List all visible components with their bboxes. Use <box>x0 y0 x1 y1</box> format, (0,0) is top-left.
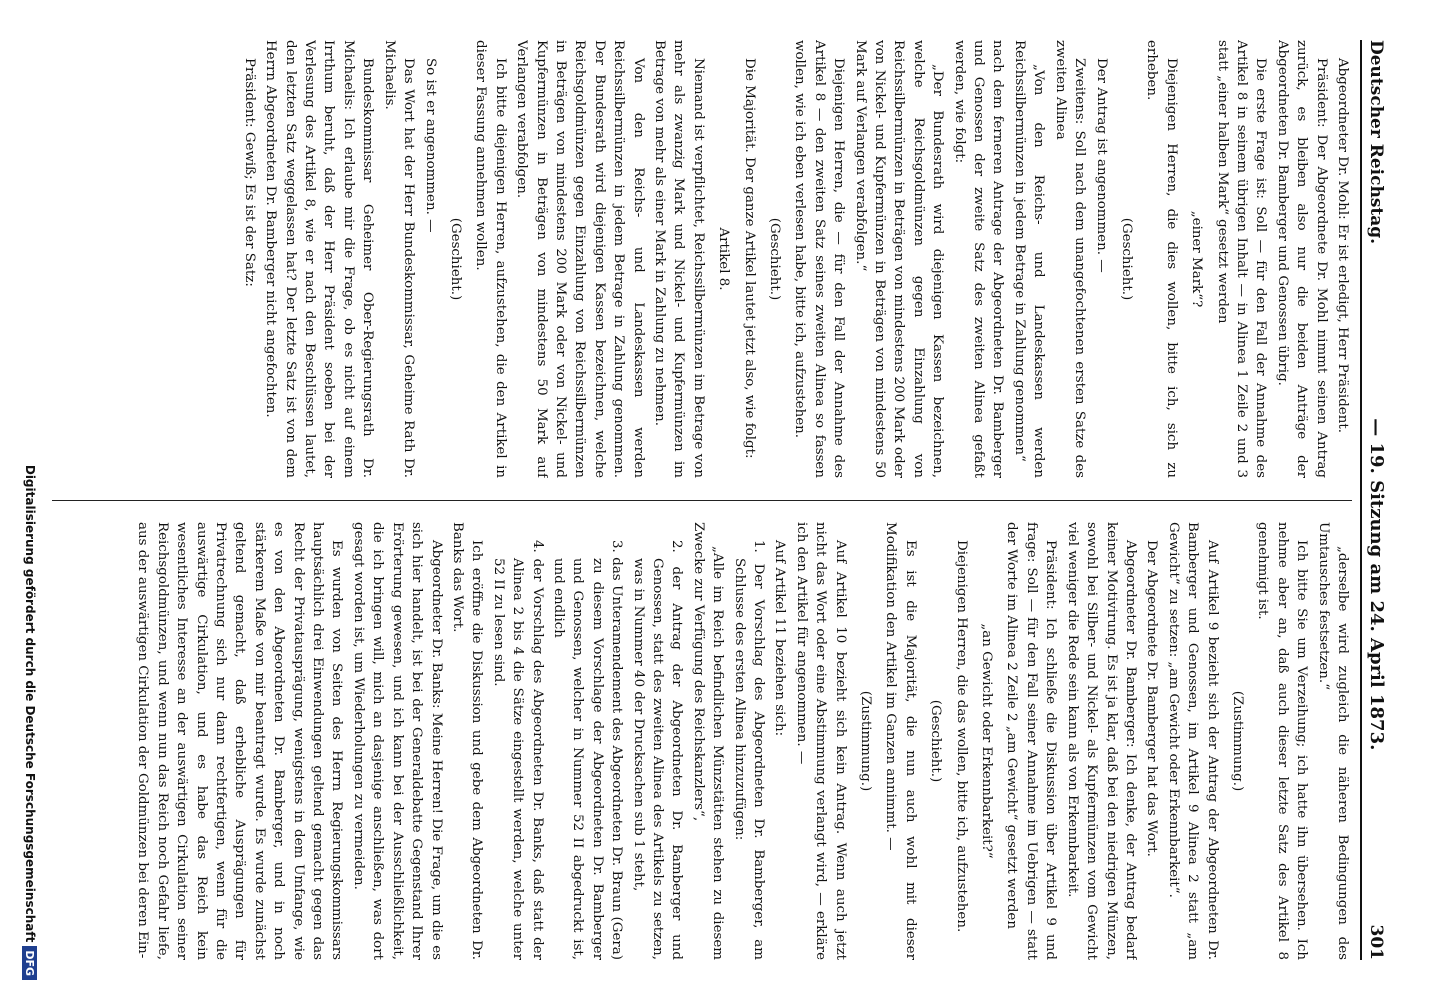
right-column <box>52 522 1352 960</box>
paragraph: Ich bitte diejenigen Herren, aufzustehen, die den Artikel in dieser Fassung annehmen wollen. <box>473 40 508 478</box>
column-divider <box>52 500 1352 501</box>
paragraph: Auf Artikel 10 bezieht sich kein Antrag. Wenn auch jetzt nicht das Wort oder eine Abstimmung verlangt wird, — erkläre ich den Artikel für angenommen. — <box>793 522 848 960</box>
paragraph: Das Wort hat der Herr Bundeskommissar, Geheime Rath Dr. Michaelis. <box>381 40 417 478</box>
paragraph: Abgeordneter Dr. Banks: Meine Herren! Die Frage, um die es sich hier handelt, ist bei der Generaldebatte Gegenstand Ihrer Erörterung gewesen, und ich kann bei der Ausschließlichkeit, die ich bringen will, mich an dasjenige anschließen, was dort gesagt worden ist, um Wiederholungen zu vermeiden. <box>350 522 444 960</box>
centered-line: Artikel 8. <box>716 227 732 291</box>
paragraph: Diejenigen Herren, die das wollen, bitte ich, aufzustehen. <box>953 540 969 933</box>
page-header <box>1360 40 1412 960</box>
centered-line: (Geschieht.) <box>447 217 463 301</box>
paragraph: Diejenigen Herren, die — für den Fall der Annahme des Artikel 8 — den zweiten Satz seines zweiten Alinea so fassen wollen, wie ich eben verlesen habe, bitte ich, aufzustehen. <box>792 40 847 478</box>
paragraph: Präsident: Der Abgeordnete Dr. Mohl nimmt seinen Antrag zurück, es bleiben also nur die beiden Anträge der Abgeordneten Dr. Bamberger und Genossen übrig. <box>1274 40 1329 478</box>
paragraph: Abgeordneter Dr. Bamberger: Ich denke, der Antrag bedarf keiner Motivirung. Es ist ja klar, daß bei den niedrigen Münzen, sowohl bei Silber- und Nickel- als Kupfermünzen vom Gewicht viel weniger die Rede sein kann als von Erkennbarkeit. <box>1064 522 1138 960</box>
paragraph: „derselbe wird zugleich die näheren Bedingungen des Umtausches festsetzen.“ <box>1315 522 1350 960</box>
list-item: 4. der Vorschlag des Abgeordneten Dr. Banks, daß statt der Alinea 2 bis 4 die Sätze eingestellt werden, welche unter 52 II zu lesen sind. <box>490 540 545 960</box>
list-item: 2. der Antrag der Abgeordneten Dr. Bamberger und Genossen, statt des zweiten Alinea des Artikels zu setzen, was in Nummer 40 der Drucksachen sub 1 steht, <box>630 540 685 960</box>
paragraph: Abgeordneter Dr. Mohl: Er ist erledigt, Herr Präsident. <box>1335 58 1350 433</box>
paragraph: Niemand ist verpflichtet, Reichssilbermünzen im Betrage von mehr als zwanzig Mark und Nickel- und Kupfermünzen im Betrage von mehr als einer Mark in Zahlung zu nehmen. <box>652 40 706 478</box>
list-item: 1. Der Vorschlag des Abgeordneten Dr. Bamberger, am Schlusse des ersten Alinea hinzuzufügen: <box>731 540 767 960</box>
paragraph: Diejenigen Herren, die dies wollen, bitte ich, sich zu erheben. <box>1144 40 1179 478</box>
paragraph: Bundeskommissar Geheimer Ober-Regierungsrath Dr. Michaelis: Ich erlaube mir die Frage, ob es nicht auf einem Irrthum beruht, daß der Herr Präsident soeben bei der Verlesung des Artikel 8, wie er nach den Beschlüssen lautet, den letzten Satz weggelassen hat? Der letzte Satz ist von dem Herrn Abgeordneten Dr. Bamberger nicht angefochten. <box>263 40 376 478</box>
paragraph: Der Abgeordnete Dr. Bamberger hat das Wort. <box>1144 540 1160 857</box>
centered-line: (Geschieht.) <box>767 217 783 301</box>
left-column <box>52 40 1352 478</box>
page-number: 301 <box>1366 924 1386 960</box>
paragraph: Die erste Frage ist: Soll — für den Fall der Annahme des Artikel 8 in seinem übrigen Inhalt — in Alinea 1 Zeile 2 und 3 statt „einer halben Mark“ gesetzt werden <box>1214 40 1269 478</box>
paragraph: Der Antrag ist angenommen. — <box>1093 58 1109 273</box>
list-item: 3. das Unteramendement des Abgeordneten Dr. Braun (Gera) zu diesem Vorschlage der Abgeordneten Dr. Bamberger und Genossen, welcher in Nummer 52 II abgedruckt ist, und endlich <box>550 540 625 960</box>
paragraph: Von den Reichs- und Landeskassen werden Reichssilbermünzen in jedem Betrage in Zahlung genommen. Der Bundesrath wird diejenigen Kassen bezeichnen, welche Reichsgoldmünzen gegen Einzahlung von Reichssilbermünzen in Beträgen von mindestens 200 Mark oder von Nickel- und Kupfermünzen in Beträgen von mindestens 50 Mark auf Verlangen verabfolgen. <box>514 40 646 478</box>
paragraph: Auf Artikel 11 beziehen sich: <box>772 540 788 737</box>
paragraph: Es wurden von Seiten des Herrn Regierungskommissars hauptsächlich drei Einwendungen geltend gemacht gegen das Recht der Privatausprägung, wenigstens in dem Umfange, wie es von den Abgeordneten Dr. Bamberger, und in noch stärkerem Maße von mir beantragt wurde. Es wurde zunächst geltend gemacht, daß erhebliche Ausprägungen für Privatrechnung sich nur dann rechtfertigen, wenn für die auswärtige Cirkulation, und es habe das Reich kein wesentliches Interesse an der auswärtigen Cirkulation seiner Reichsgoldmünzen, und wenn nun das Reich noch Gefahr liefe, aus der auswärtigen Cirkulation der Goldmünzen bei deren Ein- <box>135 522 345 960</box>
paragraph: nach dem ferneren Antrage der Abgeordneten Dr. Bamberger und Genossen der zweite Satz des zweiten Alinea gefaßt werden, wie folgt: <box>951 40 1006 478</box>
centered-line: „einer Mark“? <box>1189 210 1205 308</box>
header-publication: Deutscher Reichstag. <box>1366 40 1386 245</box>
paragraph: Präsident: Ich schließe die Diskussion über Artikel 9 und frage: Soll — für den Fall seiner Annahme im Uebrigen — statt der Worte im Alinea 2 Zeile 2 „am Gewicht“ gesetzt werden <box>1004 522 1059 960</box>
centered-line: (Geschieht.) <box>1118 217 1134 301</box>
header-session: — 19. Sitzung am 24. April 1873. <box>1366 418 1387 751</box>
centered-line: (Zustimmung.) <box>858 690 874 792</box>
centered-line: „an Gewicht oder Erkennbarkeit?“ <box>979 623 995 859</box>
paragraph: Auf Artikel 9 bezieht sich der Antrag der Abgeordneten Dr. Bamberger und Genossen, im Artikel 9 Alinea 2 statt „am Gewicht“ zu setzen: „am Gewicht oder Erkennbarkeit“. <box>1165 522 1220 960</box>
paragraph: Zweitens: Soll nach dem unangefochtenen ersten Satze des zweiten Alinea <box>1052 40 1088 478</box>
paragraph: „Von den Reichs- und Landeskassen werden Reichssilbermünzen in jedem Betrage in Zahlung genommen“ <box>1011 40 1047 478</box>
paragraph: Die Majorität. Der ganze Artikel lautet jetzt also, wie folgt: <box>741 58 757 459</box>
paragraph: Präsident: Gewiß; Es ist der Satz: <box>241 58 257 287</box>
paragraph: Ich eröffne die Diskussion und gebe dem Abgeordneten Dr. Banks das Wort. <box>449 522 485 960</box>
paragraph: „Alle im Reich befindlichen Münzstätten stehen zu diesem Zwecke zur Verfügung des Reichskanzlers“, <box>690 522 726 960</box>
dfg-logo: DFG <box>22 946 37 980</box>
digitization-credit <box>13 0 37 1000</box>
paragraph: Ich bitte Sie um Verzeihung; ich hatte ihn übersehen. Ich nehme aber an, daß auch dieser letzte Satz des Artikel 8 genehmigt ist. <box>1255 522 1310 960</box>
paragraph: So ist er angenommen. — <box>422 58 438 233</box>
paragraph: „Der Bundesrath wird diejenigen Kassen bezeichnen, welche Reichsgoldmünzen gegen Einzahlung von Reichssilbermünzen in Beträgen von mindestens 200 Mark oder von Nickel- und Kupfermünzen in Beträgen von mindestens 50 Mark auf Verlangen verabfolgen.“ <box>852 40 946 478</box>
paragraph: Es ist die Majorität, die nun auch wohl mit dieser Modifikation den Artikel im Ganzen annimmt. — <box>883 522 918 960</box>
credit-text: Digitalisierung gefördert durch die Deutsche Forschungsgemeinschaft <box>23 464 37 943</box>
centered-line: (Zustimmung.) <box>1229 690 1245 792</box>
centered-line: (Geschieht.) <box>928 699 944 783</box>
